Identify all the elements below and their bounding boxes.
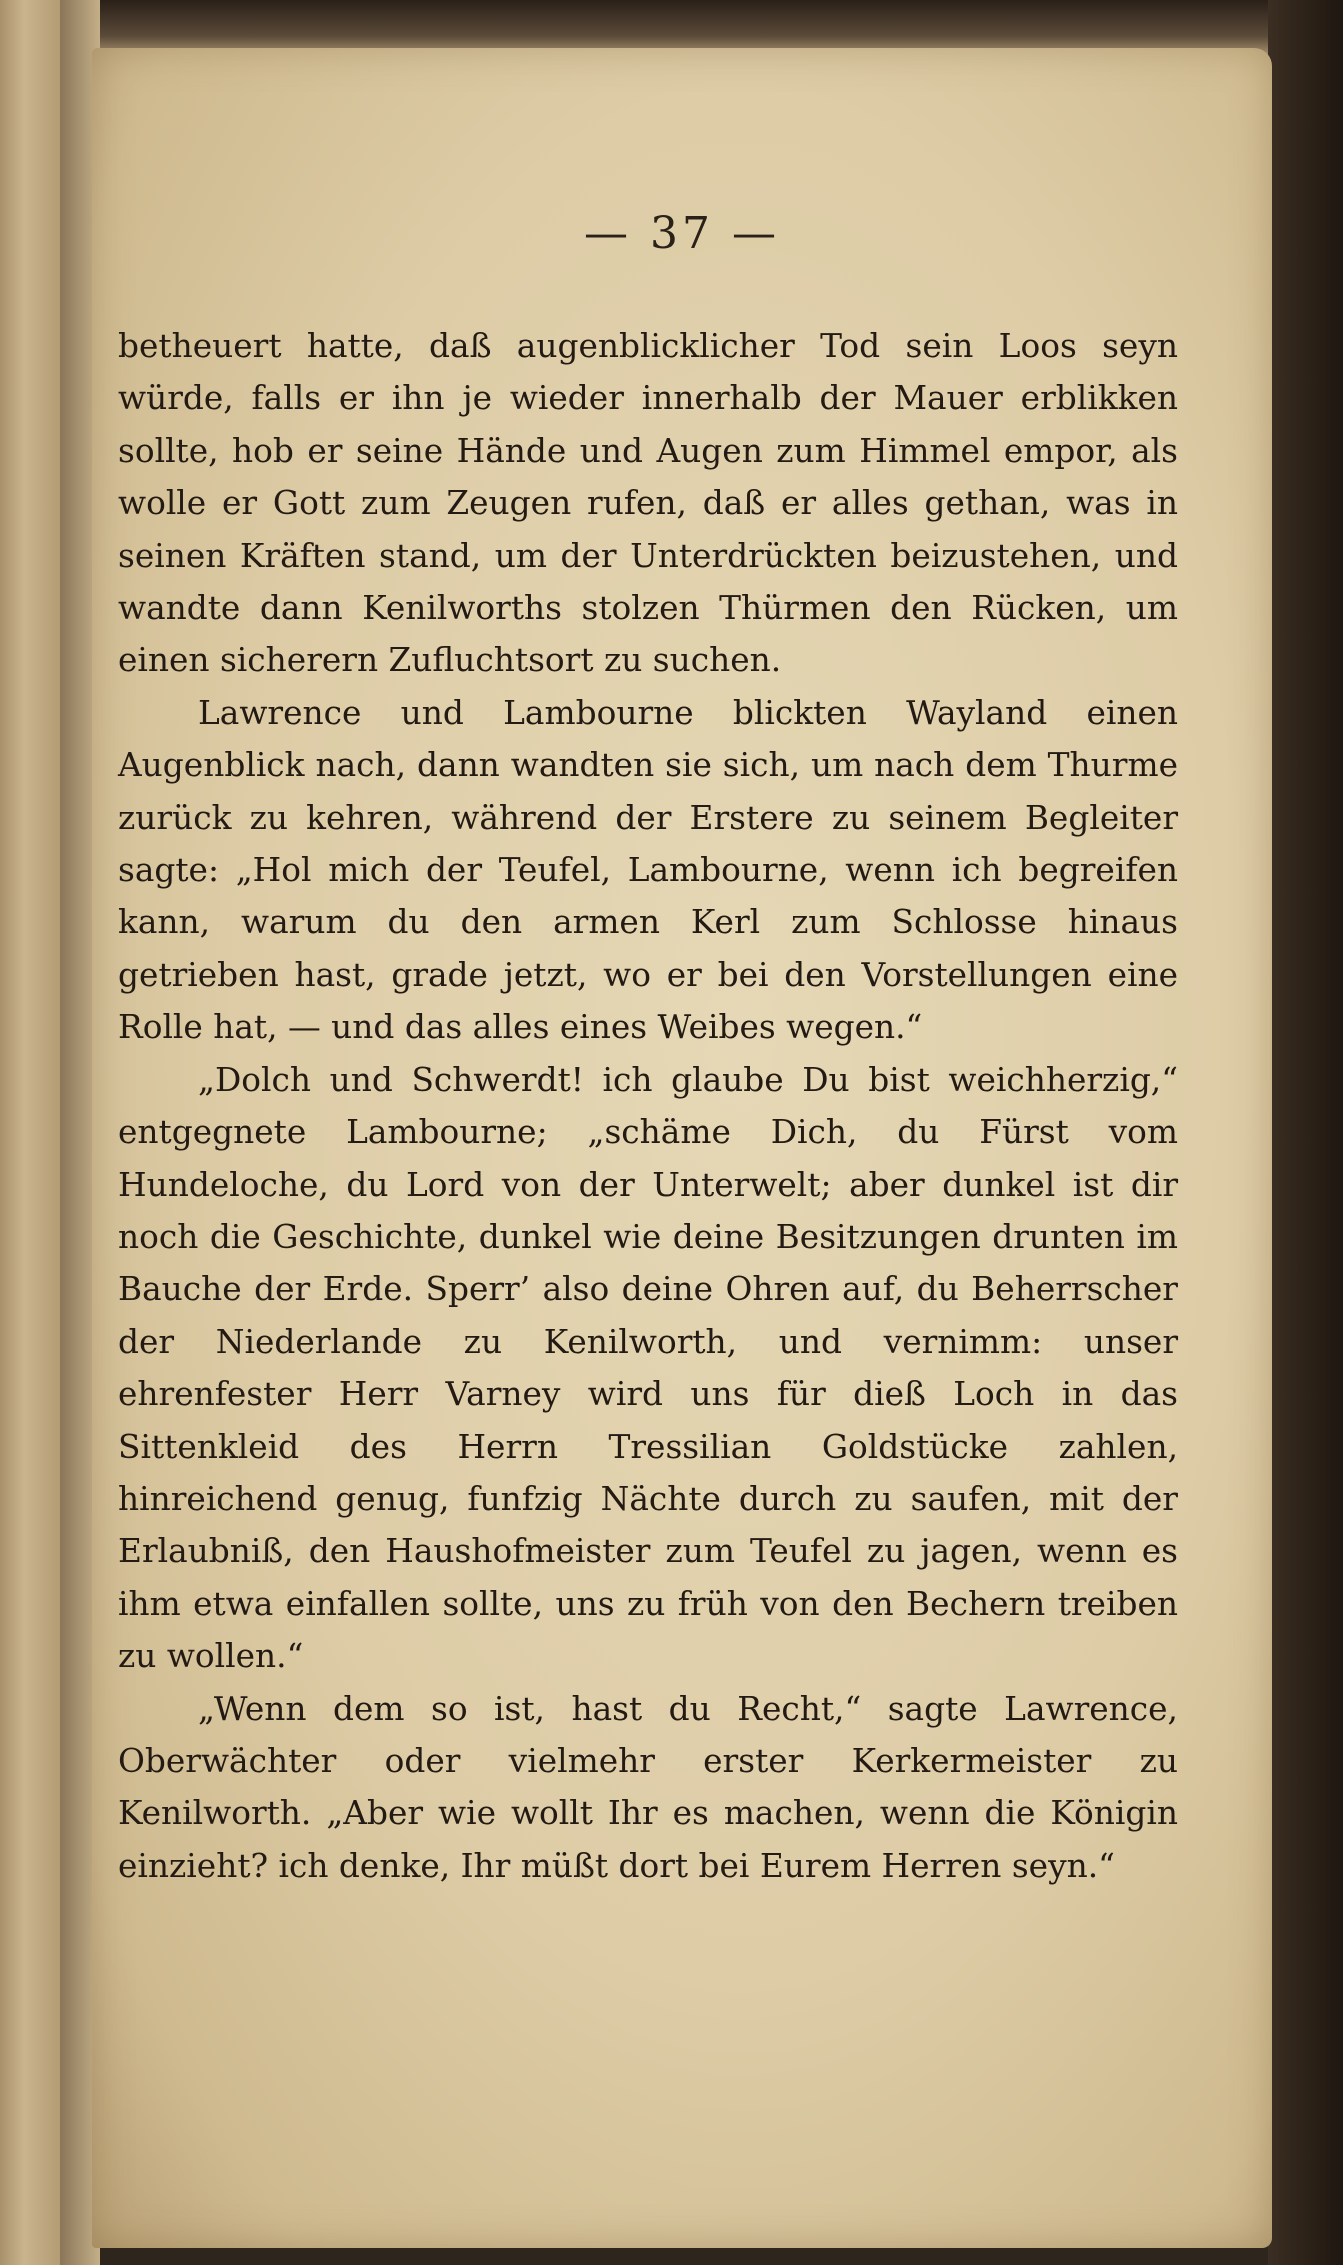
cover-edge: [1268, 0, 1343, 2265]
paragraph-3: „Dolch und Schwerdt! ich glaube Du bist weichherzig,“ entgegnete Lambourne; „schäme Dich, du Fürst vom Hundeloche, du Lord von der Unterwelt; aber dunkel ist dir noch die Geschichte, dunkel wie deine Besitzungen drunten im Bauche der Erde. Sperr’ also deine Ohren auf, du Beherrscher der Niederlande zu Kenilworth, und vernimm: unser ehrenfester Herr Varney wird uns für dieß Loch in das Sittenkleid des Herrn Tressilian Goldstücke zahlen, hinreichend genug, funfzig Nächte durch zu saufen, mit der Erlaubniß, den Haushofmeister zum Teufel zu jagen, wenn es ihm etwa einfallen sollte, uns zu früh von den Bechern treiben zu wollen.“: [118, 1060, 1178, 1676]
previous-page-edge: [0, 0, 60, 2265]
paragraph-1: betheuert hatte, daß augenblicklicher Tod sein Loos seyn würde, falls er ihn je wieder innerhalb der Mauer erblikken sollte, hob er seine Hände und Augen zum Himmel empor, als wolle er Gott zum Zeugen rufen, daß er alles gethan, was in seinen Kräften stand, um der Unterdrückten beizustehen, und wandte dann Kenilworths stolzen Thürmen den Rücken, um einen sicherern Zufluchtsort zu suchen.: [118, 327, 1178, 680]
body-text: [118, 320, 1178, 1892]
page-number: — 37 —: [584, 208, 780, 259]
page-paper: [92, 48, 1272, 2248]
paragraph-4: „Wenn dem so ist, hast du Recht,“ sagte Lawrence, Oberwächter oder vielmehr erster Kerkermeister zu Kenilworth. „Aber wie wollt Ihr es machen, wenn die Königin einzieht? ich denke, Ihr müßt dort bei Eurem Herren seyn.“: [118, 1689, 1178, 1885]
paragraph-2: Lawrence und Lambourne blickten Wayland einen Augenblick nach, dann wandten sie sich, um nach dem Thurme zurück zu kehren, während der Erstere zu seinem Begleiter sagte: „Hol mich der Teufel, Lambourne, wenn ich begreifen kann, warum du den armen Kerl zum Schlosse hinaus getrieben hast, grade jetzt, wo er bei den Vorstellungen eine Rolle hat, — und das alles eines Weibes wegen.“: [118, 693, 1178, 1047]
